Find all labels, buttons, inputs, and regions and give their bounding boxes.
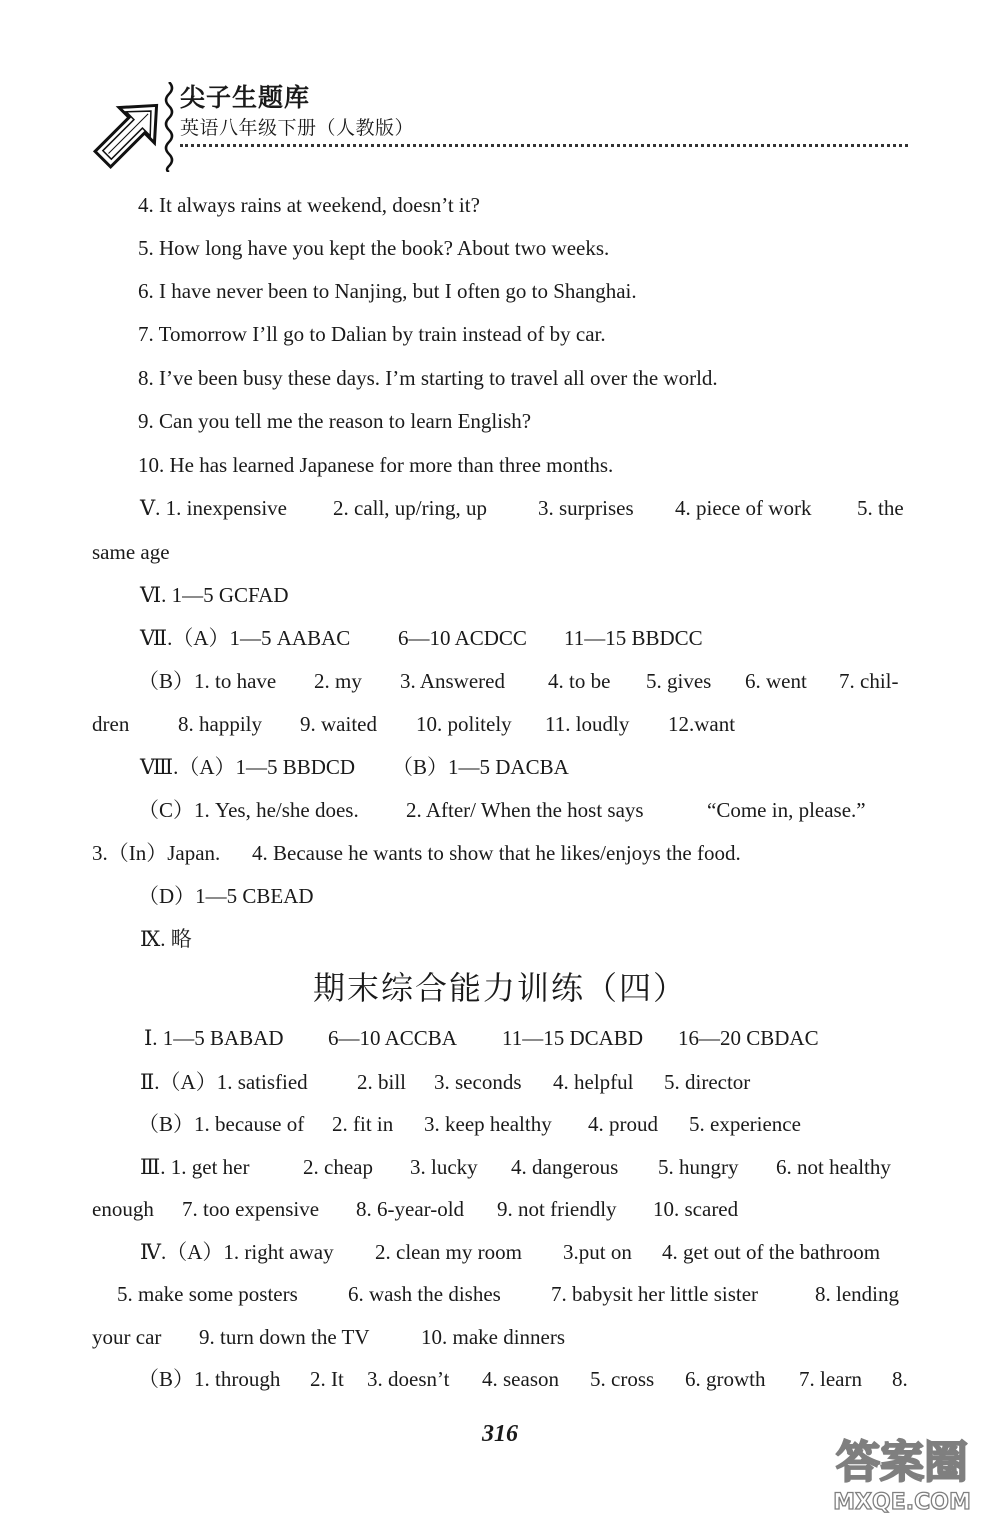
answer-text: （B）1. because of [138, 1112, 305, 1136]
answer-text: 4. It always rains at weekend, doesn’t it? [138, 193, 480, 217]
answer-text: 3. Answered [400, 669, 505, 693]
answer-text: 7. chil- [839, 669, 899, 693]
answer-line [0, 580, 1000, 610]
answer-line [0, 493, 1000, 523]
answer-text: 3. keep healthy [424, 1112, 552, 1136]
answer-text: Ⅵ. 1—5 GCFAD [140, 583, 289, 607]
answer-text: 2. fit in [332, 1112, 394, 1136]
answer-text: 6. wash the dishes [348, 1282, 501, 1306]
answer-text: 7. too expensive [182, 1197, 320, 1221]
answer-text: 6. went [745, 669, 807, 693]
answer-text: 8. I’ve been busy these days. I’m starting to travel all over the world. [138, 366, 718, 390]
answer-line [0, 881, 1000, 911]
page-header [0, 0, 1000, 180]
answer-text: （B）1. to have [138, 669, 277, 693]
answer-text: 3. surprises [538, 496, 634, 520]
answer-text: 4. dangerous [511, 1155, 619, 1179]
answer-text: your car [92, 1325, 162, 1349]
answer-text: 5. make some posters [117, 1282, 298, 1306]
wavy-rule [162, 82, 176, 172]
answer-text: 2. bill [357, 1070, 407, 1094]
answer-text: 4. get out of the bathroom [662, 1240, 881, 1264]
answer-text: 11—15 DCABD [502, 1026, 643, 1050]
answer-line [0, 752, 1000, 782]
answer-text: 8. 6-year-old [356, 1197, 465, 1221]
arrow-logo-icon [88, 92, 170, 174]
answer-text: 4. to be [548, 669, 611, 693]
answer-line [0, 666, 1000, 696]
answer-text: Ⅲ. 1. get her [140, 1155, 250, 1179]
answer-text: 3. lucky [410, 1155, 478, 1179]
answer-text: 2. cheap [303, 1155, 373, 1179]
answer-text: Ⅳ.（A）1. right away [140, 1240, 334, 1264]
answer-line [0, 276, 1000, 306]
answer-text: 4. Because he wants to show that he likes/enjoys the food. [252, 841, 741, 865]
answer-line [0, 319, 1000, 349]
answer-text: （D）1—5 CBEAD [138, 884, 314, 908]
answer-text: 4. helpful [553, 1070, 634, 1094]
answer-text: 11. loudly [545, 712, 630, 736]
answer-text: 10. scared [653, 1197, 739, 1221]
answer-text: 5. How long have you kept the book? About two weeks. [138, 236, 610, 260]
answer-line [0, 709, 1000, 739]
answer-text: 6. I have never been to Nanjing, but I often go to Shanghai. [138, 279, 637, 303]
answer-text: 3.（In）Japan. [92, 841, 221, 865]
answer-text: 9. waited [300, 712, 377, 736]
header-divider [180, 144, 908, 147]
answer-text: 7. Tomorrow I’ll go to Dalian by train instead of by car. [138, 322, 606, 346]
answer-text: Ⅶ.（A）1—5 AABAC [140, 626, 351, 650]
answer-text: 5. cross [590, 1367, 655, 1391]
answer-text: 6. growth [685, 1367, 766, 1391]
answer-text: 9. Can you tell me the reason to learn English? [138, 409, 532, 433]
answer-text: 8. [892, 1367, 908, 1391]
answer-line [0, 1322, 1000, 1352]
answer-text: Ⅰ. 1—5 BABAD [144, 1026, 284, 1050]
answer-line [0, 623, 1000, 653]
answer-text: 2. call, up/ring, up [333, 496, 487, 520]
answer-text: 7. babysit her little sister [551, 1282, 759, 1306]
answer-text: 2. It [310, 1367, 344, 1391]
watermark-logo [815, 1427, 990, 1515]
watermark-bottom-text: MXQE.COM [833, 1490, 971, 1515]
answer-text: 5. director [664, 1070, 751, 1094]
answer-text: 4. piece of work [675, 496, 812, 520]
answer-text: 2. clean my room [375, 1240, 522, 1264]
answer-text: 9. turn down the TV [199, 1325, 370, 1349]
answer-line [0, 537, 1000, 567]
answer-text: 5. experience [689, 1112, 801, 1136]
answer-text: 5. hungry [658, 1155, 739, 1179]
answer-text: 5. gives [646, 669, 712, 693]
answer-text: Ⅸ. 略 [140, 927, 192, 951]
answer-line [0, 233, 1000, 263]
answer-text: 8. happily [178, 712, 262, 736]
answer-text: 7. learn [799, 1367, 862, 1391]
answer-text: 3. seconds [434, 1070, 522, 1094]
answer-text: 9. not friendly [497, 1197, 617, 1221]
answer-text: 10. He has learned Japanese for more than three months. [138, 453, 614, 477]
answer-text: 6—10 ACCBA [328, 1026, 457, 1050]
book-subtitle: 英语八年级下册（人教版） [180, 117, 415, 139]
answer-line [0, 838, 1000, 868]
answer-line [0, 406, 1000, 436]
watermark-top-text: 答案圈 [836, 1437, 968, 1488]
answer-text: 6. not healthy [776, 1155, 891, 1179]
answer-text: 10. politely [416, 712, 512, 736]
section-title: 期末综合能力训练（四） [312, 969, 687, 1007]
answer-line [0, 190, 1000, 220]
answer-line [0, 1023, 1000, 1053]
answer-text: （B）1—5 DACBA [392, 755, 569, 779]
answer-text: enough [92, 1197, 154, 1221]
answer-text: “Come in, please.” [707, 798, 866, 822]
answer-text: dren [92, 712, 130, 736]
answer-text: 10. make dinners [421, 1325, 566, 1349]
answer-text: 5. the [857, 496, 904, 520]
answer-text: 3.put on [563, 1240, 632, 1264]
answer-text: 11—15 BBDCC [564, 626, 703, 650]
answer-line [0, 1109, 1000, 1139]
answer-line [0, 1279, 1000, 1309]
answer-text: 2. After/ When the host says [406, 798, 644, 822]
answer-text: Ⅴ. 1. inexpensive [140, 496, 287, 520]
answer-line [0, 1237, 1000, 1267]
answer-text: 16—20 CBDAC [678, 1026, 819, 1050]
answer-text: 2. my [314, 669, 362, 693]
answer-text: 4. season [482, 1367, 559, 1391]
answer-line [0, 1152, 1000, 1182]
answer-text: same age [92, 540, 170, 564]
answer-line [0, 1194, 1000, 1224]
answer-text: 8. lending [815, 1282, 899, 1306]
answer-text: 3. doesn’t [367, 1367, 450, 1391]
answer-line [0, 795, 1000, 825]
answer-text: 6—10 ACDCC [398, 626, 527, 650]
answer-text: Ⅷ.（A）1—5 BBDCD [140, 755, 356, 779]
answer-line [0, 450, 1000, 480]
answer-line [0, 1364, 1000, 1394]
answer-text: （C）1. Yes, he/she does. [138, 798, 359, 822]
answer-text: 4. proud [588, 1112, 658, 1136]
answer-text: 12.want [668, 712, 736, 736]
answer-line [0, 1067, 1000, 1097]
answer-text: Ⅱ.（A）1. satisfied [140, 1070, 308, 1094]
page-number: 316 [482, 1421, 518, 1447]
answer-line [0, 924, 1000, 954]
answer-line [0, 363, 1000, 393]
answer-text: （B）1. through [138, 1367, 281, 1391]
book-title: 尖子生题库 [180, 83, 311, 112]
